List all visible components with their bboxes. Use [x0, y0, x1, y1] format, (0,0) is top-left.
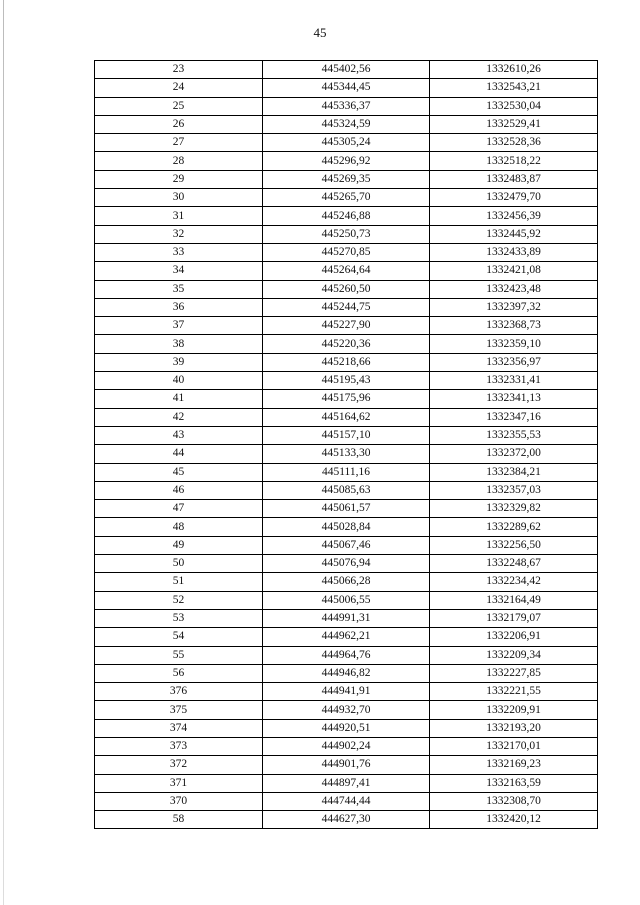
x-coordinate-cell: 445133,30	[263, 445, 430, 463]
y-coordinate-cell: 1332372,00	[430, 445, 598, 463]
table-row	[95, 463, 598, 481]
point-number-cell: 38	[95, 335, 263, 353]
point-number-cell: 33	[95, 243, 263, 261]
x-coordinate-cell: 445250,73	[263, 225, 430, 243]
y-coordinate-cell: 1332209,34	[430, 646, 598, 664]
x-coordinate-cell: 445265,70	[263, 189, 430, 207]
y-coordinate-cell: 1332359,10	[430, 335, 598, 353]
point-number-cell: 24	[95, 79, 263, 97]
y-coordinate-cell: 1332543,21	[430, 79, 598, 97]
point-number-cell: 41	[95, 390, 263, 408]
table-row	[95, 97, 598, 115]
table-row	[95, 792, 598, 810]
table-row	[95, 298, 598, 316]
y-coordinate-cell: 1332483,87	[430, 170, 598, 188]
point-number-cell: 373	[95, 737, 263, 755]
point-number-cell: 32	[95, 225, 263, 243]
point-number-cell: 56	[95, 664, 263, 682]
y-coordinate-cell: 1332341,13	[430, 390, 598, 408]
y-coordinate-cell: 1332234,42	[430, 573, 598, 591]
point-number-cell: 376	[95, 683, 263, 701]
x-coordinate-cell: 445227,90	[263, 317, 430, 335]
x-coordinate-cell: 444932,70	[263, 701, 430, 719]
table-row	[95, 317, 598, 335]
table-row	[95, 152, 598, 170]
x-coordinate-cell: 445324,59	[263, 115, 430, 133]
point-number-cell: 43	[95, 426, 263, 444]
point-number-cell: 25	[95, 97, 263, 115]
point-number-cell: 51	[95, 573, 263, 591]
y-coordinate-cell: 1332331,41	[430, 372, 598, 390]
point-number-cell: 53	[95, 609, 263, 627]
x-coordinate-cell: 445264,64	[263, 262, 430, 280]
table-row	[95, 719, 598, 737]
y-coordinate-cell: 1332329,82	[430, 500, 598, 518]
x-coordinate-cell: 445270,85	[263, 243, 430, 261]
x-coordinate-cell: 444962,21	[263, 628, 430, 646]
point-number-cell: 371	[95, 774, 263, 792]
x-coordinate-cell: 445244,75	[263, 298, 430, 316]
table-row	[95, 262, 598, 280]
table-row	[95, 500, 598, 518]
table-row	[95, 335, 598, 353]
point-number-cell: 34	[95, 262, 263, 280]
point-number-cell: 50	[95, 555, 263, 573]
table-row	[95, 774, 598, 792]
table-row	[95, 664, 598, 682]
table-row	[95, 701, 598, 719]
y-coordinate-cell: 1332518,22	[430, 152, 598, 170]
point-number-cell: 27	[95, 134, 263, 152]
table-row	[95, 372, 598, 390]
y-coordinate-cell: 1332308,70	[430, 792, 598, 810]
x-coordinate-cell: 445305,24	[263, 134, 430, 152]
table-row	[95, 683, 598, 701]
table-row	[95, 225, 598, 243]
coordinates-table	[94, 60, 598, 829]
x-coordinate-cell: 445076,94	[263, 555, 430, 573]
x-coordinate-cell: 445066,28	[263, 573, 430, 591]
point-number-cell: 30	[95, 189, 263, 207]
point-number-cell: 370	[95, 792, 263, 810]
y-coordinate-cell: 1332397,32	[430, 298, 598, 316]
point-number-cell: 375	[95, 701, 263, 719]
x-coordinate-cell: 445402,56	[263, 61, 430, 79]
point-number-cell: 44	[95, 445, 263, 463]
point-number-cell: 45	[95, 463, 263, 481]
point-number-cell: 58	[95, 811, 263, 829]
y-coordinate-cell: 1332420,12	[430, 811, 598, 829]
x-coordinate-cell: 445269,35	[263, 170, 430, 188]
y-coordinate-cell: 1332456,39	[430, 207, 598, 225]
point-number-cell: 48	[95, 518, 263, 536]
x-coordinate-cell: 445260,50	[263, 280, 430, 298]
point-number-cell: 29	[95, 170, 263, 188]
point-number-cell: 46	[95, 481, 263, 499]
point-number-cell: 49	[95, 536, 263, 554]
x-coordinate-cell: 444964,76	[263, 646, 430, 664]
x-coordinate-cell: 445028,84	[263, 518, 430, 536]
page-edge	[3, 0, 4, 905]
y-coordinate-cell: 1332256,50	[430, 536, 598, 554]
y-coordinate-cell: 1332423,48	[430, 280, 598, 298]
y-coordinate-cell: 1332221,55	[430, 683, 598, 701]
y-coordinate-cell: 1332433,89	[430, 243, 598, 261]
table-row	[95, 189, 598, 207]
y-coordinate-cell: 1332179,07	[430, 609, 598, 627]
table-row	[95, 79, 598, 97]
y-coordinate-cell: 1332355,53	[430, 426, 598, 444]
y-coordinate-cell: 1332356,97	[430, 353, 598, 371]
table-row	[95, 737, 598, 755]
y-coordinate-cell: 1332227,85	[430, 664, 598, 682]
point-number-cell: 52	[95, 591, 263, 609]
point-number-cell: 47	[95, 500, 263, 518]
point-number-cell: 54	[95, 628, 263, 646]
point-number-cell: 35	[95, 280, 263, 298]
table-row	[95, 390, 598, 408]
y-coordinate-cell: 1332163,59	[430, 774, 598, 792]
y-coordinate-cell: 1332479,70	[430, 189, 598, 207]
table-row	[95, 134, 598, 152]
y-coordinate-cell: 1332248,67	[430, 555, 598, 573]
x-coordinate-cell: 445220,36	[263, 335, 430, 353]
table-row	[95, 481, 598, 499]
x-coordinate-cell: 444627,30	[263, 811, 430, 829]
x-coordinate-cell: 444946,82	[263, 664, 430, 682]
table-row	[95, 756, 598, 774]
table-row	[95, 573, 598, 591]
y-coordinate-cell: 1332368,73	[430, 317, 598, 335]
x-coordinate-cell: 445344,45	[263, 79, 430, 97]
table-row	[95, 207, 598, 225]
x-coordinate-cell: 444991,31	[263, 609, 430, 627]
table-row	[95, 61, 598, 79]
y-coordinate-cell: 1332610,26	[430, 61, 598, 79]
y-coordinate-cell: 1332384,21	[430, 463, 598, 481]
point-number-cell: 55	[95, 646, 263, 664]
y-coordinate-cell: 1332289,62	[430, 518, 598, 536]
table-row	[95, 555, 598, 573]
x-coordinate-cell: 445246,88	[263, 207, 430, 225]
x-coordinate-cell: 445085,63	[263, 481, 430, 499]
x-coordinate-cell: 445218,66	[263, 353, 430, 371]
table-row	[95, 591, 598, 609]
point-number-cell: 374	[95, 719, 263, 737]
table-row	[95, 609, 598, 627]
point-number-cell: 42	[95, 408, 263, 426]
table-row	[95, 408, 598, 426]
point-number-cell: 36	[95, 298, 263, 316]
table-row	[95, 536, 598, 554]
x-coordinate-cell: 445067,46	[263, 536, 430, 554]
y-coordinate-cell: 1332164,49	[430, 591, 598, 609]
y-coordinate-cell: 1332347,16	[430, 408, 598, 426]
x-coordinate-cell: 445006,55	[263, 591, 430, 609]
y-coordinate-cell: 1332170,01	[430, 737, 598, 755]
table-row	[95, 811, 598, 829]
point-number-cell: 28	[95, 152, 263, 170]
coordinates-table-body	[95, 61, 598, 829]
table-row	[95, 243, 598, 261]
table-row	[95, 445, 598, 463]
x-coordinate-cell: 444901,76	[263, 756, 430, 774]
page-number: 45	[313, 25, 327, 40]
point-number-cell: 39	[95, 353, 263, 371]
x-coordinate-cell: 445157,10	[263, 426, 430, 444]
point-number-cell: 26	[95, 115, 263, 133]
y-coordinate-cell: 1332421,08	[430, 262, 598, 280]
table-row	[95, 280, 598, 298]
table-row	[95, 646, 598, 664]
y-coordinate-cell: 1332528,36	[430, 134, 598, 152]
x-coordinate-cell: 445296,92	[263, 152, 430, 170]
y-coordinate-cell: 1332169,23	[430, 756, 598, 774]
x-coordinate-cell: 445336,37	[263, 97, 430, 115]
x-coordinate-cell: 444744,44	[263, 792, 430, 810]
x-coordinate-cell: 444920,51	[263, 719, 430, 737]
x-coordinate-cell: 445175,96	[263, 390, 430, 408]
table-row	[95, 353, 598, 371]
point-number-cell: 31	[95, 207, 263, 225]
y-coordinate-cell: 1332206,91	[430, 628, 598, 646]
table-row	[95, 628, 598, 646]
table-row	[95, 115, 598, 133]
point-number-cell: 40	[95, 372, 263, 390]
y-coordinate-cell: 1332530,04	[430, 97, 598, 115]
point-number-cell: 23	[95, 61, 263, 79]
y-coordinate-cell: 1332445,92	[430, 225, 598, 243]
table-row	[95, 426, 598, 444]
x-coordinate-cell: 444941,91	[263, 683, 430, 701]
x-coordinate-cell: 445111,16	[263, 463, 430, 481]
point-number-cell: 372	[95, 756, 263, 774]
y-coordinate-cell: 1332209,91	[430, 701, 598, 719]
x-coordinate-cell: 444897,41	[263, 774, 430, 792]
y-coordinate-cell: 1332193,20	[430, 719, 598, 737]
table-row	[95, 170, 598, 188]
y-coordinate-cell: 1332357,03	[430, 481, 598, 499]
point-number-cell: 37	[95, 317, 263, 335]
x-coordinate-cell: 444902,24	[263, 737, 430, 755]
x-coordinate-cell: 445195,43	[263, 372, 430, 390]
table-row	[95, 518, 598, 536]
x-coordinate-cell: 445061,57	[263, 500, 430, 518]
y-coordinate-cell: 1332529,41	[430, 115, 598, 133]
x-coordinate-cell: 445164,62	[263, 408, 430, 426]
